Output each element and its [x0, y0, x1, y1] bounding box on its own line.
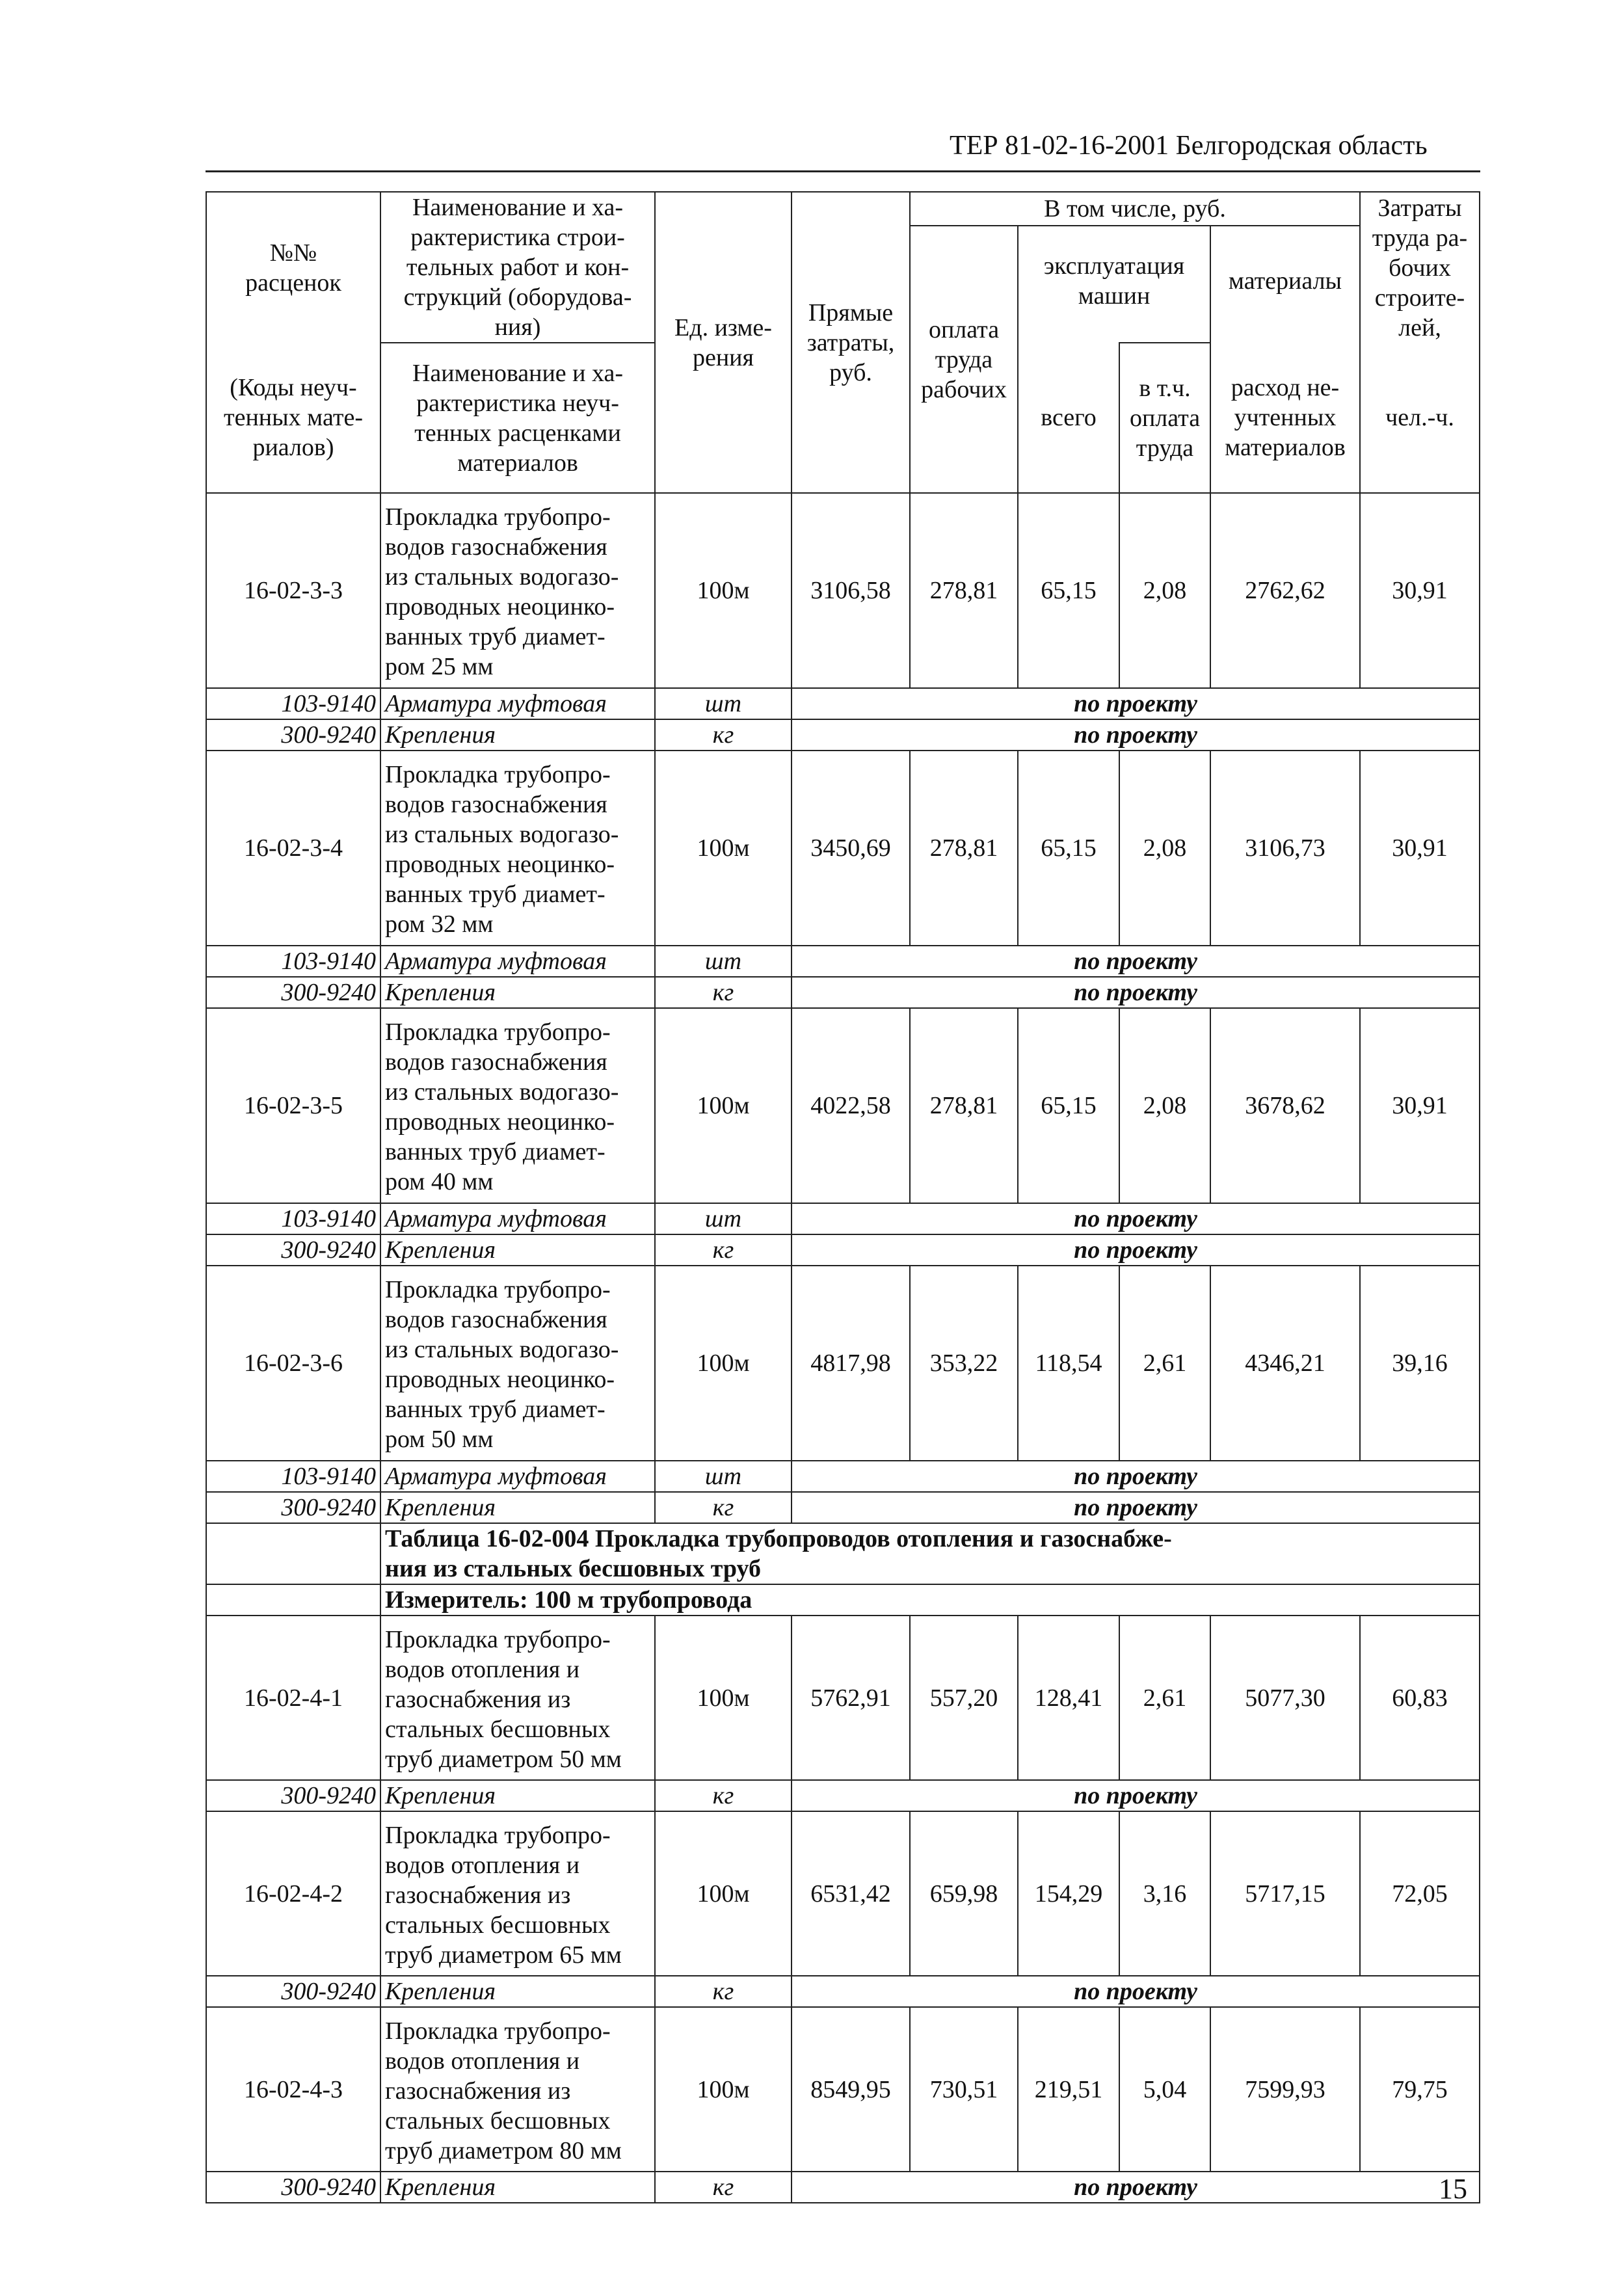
materials-spacer [1210, 336, 1360, 343]
material-note: по проекту [792, 1492, 1480, 1523]
machine-labor-pay: 2,61 [1119, 1616, 1210, 1780]
unaccounted-material-row [206, 719, 1480, 751]
material-unit: кг [655, 1234, 792, 1266]
material-name: Крепления [380, 977, 655, 1008]
rate-code: 16-02-3-6 [206, 1266, 380, 1461]
unaccounted-material-row [206, 1234, 1480, 1266]
rate-name: Прокладка трубопро- водов газоснабжения из стальных водогазо- проводных неоцинко- ванных труб диамет- ром 32 мм [380, 751, 655, 946]
rates-table [206, 191, 1480, 2203]
labor-pay: 730,51 [910, 2007, 1018, 2172]
unaccounted-material-row [206, 1976, 1480, 2007]
material-unit: кг [655, 1780, 792, 1811]
rate-name: Прокладка трубопро- водов газоснабжения из стальных водогазо- проводных неоцинко- ванных труб диамет- ром 50 мм [380, 1266, 655, 1461]
col-code-sub-header: (Коды неуч- тенных мате- риалов) [206, 343, 380, 493]
material-name: Арматура муфтовая [380, 946, 655, 977]
material-code: 300-9240 [206, 977, 380, 1008]
col-incl-header: В том числе, руб. [910, 192, 1360, 226]
rate-name: Прокладка трубопро- водов отопления и газоснабжения из стальных бесшовных труб диаметром 65 мм [380, 1811, 655, 1976]
machine-labor-pay: 2,08 [1119, 751, 1210, 946]
labor-hours: 30,91 [1360, 751, 1480, 946]
col-labor-pay-header: оплата труда рабочих [910, 226, 1018, 493]
labor-pay: 353,22 [910, 1266, 1018, 1461]
labor-hours: 30,91 [1360, 1008, 1480, 1203]
page-number: 15 [1439, 2173, 1467, 2205]
material-code: 300-9240 [206, 1234, 380, 1266]
rate-code: 16-02-3-5 [206, 1008, 380, 1203]
machine-labor-pay: 3,16 [1119, 1811, 1210, 1976]
rate-row [206, 1616, 1480, 1780]
rate-code: 16-02-3-4 [206, 751, 380, 946]
materials-cost: 7599,93 [1210, 2007, 1360, 2172]
direct-cost: 4817,98 [792, 1266, 910, 1461]
labor-pay: 557,20 [910, 1616, 1018, 1780]
rate-name: Прокладка трубопро- водов отопления и газоснабжения из стальных бесшовных труб диаметром 80 мм [380, 2007, 655, 2172]
unaccounted-material-row [206, 977, 1480, 1008]
rate-row [206, 1266, 1480, 1461]
material-note: по проекту [792, 2172, 1480, 2203]
material-unit: кг [655, 1976, 792, 2007]
material-name: Арматура муфтовая [380, 688, 655, 719]
material-code: 103-9140 [206, 1203, 380, 1234]
rate-row [206, 751, 1480, 946]
machine-cost: 118,54 [1018, 1266, 1119, 1461]
col-machines-header: эксплуатация машин [1018, 226, 1210, 336]
direct-cost: 3450,69 [792, 751, 910, 946]
rate-row [206, 493, 1480, 688]
measure-row [206, 1584, 1480, 1616]
material-name: Крепления [380, 1492, 655, 1523]
material-unit: кг [655, 977, 792, 1008]
material-code: 300-9240 [206, 1492, 380, 1523]
unaccounted-material-row [206, 946, 1480, 977]
unaccounted-material-row [206, 1492, 1480, 1523]
machines-spacer [1018, 336, 1210, 343]
material-unit: кг [655, 719, 792, 751]
labor-hours: 79,75 [1360, 2007, 1480, 2172]
material-note: по проекту [792, 946, 1480, 977]
rate-code: 16-02-4-3 [206, 2007, 380, 2172]
material-unit: кг [655, 1492, 792, 1523]
rate-row [206, 2007, 1480, 2172]
header-row-1 [206, 192, 1480, 226]
col-direct-header: Прямые затраты, руб. [792, 192, 910, 493]
material-note: по проекту [792, 688, 1480, 719]
material-unit: кг [655, 2172, 792, 2203]
machine-cost: 219,51 [1018, 2007, 1119, 2172]
machine-cost: 65,15 [1018, 493, 1119, 688]
labor-hours: 60,83 [1360, 1616, 1480, 1780]
material-unit: шт [655, 946, 792, 977]
col-name-header: Наименование и ха- рактеристика строи- тельных работ и кон- струкций (оборудова- ния) [380, 192, 655, 343]
material-name: Арматура муфтовая [380, 1203, 655, 1234]
rate-name: Прокладка трубопро- водов отопления и газоснабжения из стальных бесшовных труб диаметром 50 мм [380, 1616, 655, 1780]
material-name: Крепления [380, 719, 655, 751]
rate-code: 16-02-3-3 [206, 493, 380, 688]
direct-cost: 8549,95 [792, 2007, 910, 2172]
direct-cost: 6531,42 [792, 1811, 910, 1976]
material-code: 300-9240 [206, 2172, 380, 2203]
col-total-header: всего [1018, 343, 1119, 493]
labor-hours: 30,91 [1360, 493, 1480, 688]
machine-cost: 65,15 [1018, 1008, 1119, 1203]
unaccounted-material-row [206, 2172, 1480, 2203]
material-note: по проекту [792, 977, 1480, 1008]
materials-cost: 5077,30 [1210, 1616, 1360, 1780]
machine-labor-pay: 2,08 [1119, 493, 1210, 688]
materials-cost: 5717,15 [1210, 1811, 1360, 1976]
material-name: Крепления [380, 1234, 655, 1266]
col-materials-header: материалы [1210, 226, 1360, 336]
materials-cost: 3678,62 [1210, 1008, 1360, 1203]
col-name-sub-header: Наименование и ха- рактеристика неуч- тенных расценками материалов [380, 343, 655, 493]
material-code: 300-9240 [206, 719, 380, 751]
material-name: Крепления [380, 1780, 655, 1811]
material-unit: шт [655, 1461, 792, 1492]
col-incl-pay-header: в т.ч. оплата труда [1119, 343, 1210, 493]
header-rule [206, 170, 1480, 172]
unaccounted-material-row [206, 1461, 1480, 1492]
material-code: 300-9240 [206, 1976, 380, 2007]
material-note: по проекту [792, 1234, 1480, 1266]
machine-cost: 65,15 [1018, 751, 1119, 946]
material-note: по проекту [792, 1780, 1480, 1811]
materials-cost: 2762,62 [1210, 493, 1360, 688]
page-header: ТЕР 81-02-16-2001 Белгородская область [950, 131, 1428, 161]
material-note: по проекту [792, 1976, 1480, 2007]
direct-cost: 4022,58 [792, 1008, 910, 1203]
rate-row [206, 1008, 1480, 1203]
material-unit: шт [655, 688, 792, 719]
labor-pay: 278,81 [910, 751, 1018, 946]
labor-hours: 72,05 [1360, 1811, 1480, 1976]
labor-pay: 278,81 [910, 1008, 1018, 1203]
col-code-header: №№ расценок [206, 192, 380, 343]
unit: 100м [655, 1616, 792, 1780]
machine-labor-pay: 5,04 [1119, 2007, 1210, 2172]
rate-name: Прокладка трубопро- водов газоснабжения из стальных водогазо- проводных неоцинко- ванных труб диамет- ром 40 мм [380, 1008, 655, 1203]
table-title-row [206, 1523, 1480, 1584]
material-note: по проекту [792, 719, 1480, 751]
material-name: Крепления [380, 2172, 655, 2203]
table-title: Таблица 16-02-004 Прокладка трубопроводов отопления и газоснабже- ния из стальных бесшовных труб [380, 1523, 1480, 1584]
material-note: по проекту [792, 1461, 1480, 1492]
materials-cost: 3106,73 [1210, 751, 1360, 946]
unit: 100м [655, 1811, 792, 1976]
material-code: 103-9140 [206, 1461, 380, 1492]
direct-cost: 5762,91 [792, 1616, 910, 1780]
material-name: Крепления [380, 1976, 655, 2007]
material-name: Арматура муфтовая [380, 1461, 655, 1492]
material-unit: шт [655, 1203, 792, 1234]
rate-row [206, 1811, 1480, 1976]
unit: 100м [655, 751, 792, 946]
unaccounted-material-row [206, 1203, 1480, 1234]
machine-labor-pay: 2,61 [1119, 1266, 1210, 1461]
machine-labor-pay: 2,08 [1119, 1008, 1210, 1203]
materials-cost: 4346,21 [1210, 1266, 1360, 1461]
material-note: по проекту [792, 1203, 1480, 1234]
unit: 100м [655, 493, 792, 688]
unit: 100м [655, 2007, 792, 2172]
rate-code: 16-02-4-2 [206, 1811, 380, 1976]
table-measure: Измеритель: 100 м трубопровода [380, 1584, 1480, 1616]
rate-code: 16-02-4-1 [206, 1616, 380, 1780]
unit: 100м [655, 1266, 792, 1461]
col-unacc-header: расход не- учтенных материалов [1210, 343, 1360, 493]
labor-hours: 39,16 [1360, 1266, 1480, 1461]
labor-pay: 659,98 [910, 1811, 1018, 1976]
unaccounted-material-row [206, 688, 1480, 719]
labor-pay: 278,81 [910, 493, 1018, 688]
col-unit-header: Ед. изме- рения [655, 192, 792, 493]
unit: 100м [655, 1008, 792, 1203]
material-code: 103-9140 [206, 688, 380, 719]
unaccounted-material-row [206, 1780, 1480, 1811]
measure-spacer [206, 1584, 380, 1616]
col-labor-unit-header: чел.-ч. [1360, 343, 1480, 493]
machine-cost: 154,29 [1018, 1811, 1119, 1976]
col-labor-header: Затраты труда ра- бочих строите- лей, [1360, 192, 1480, 343]
rate-name: Прокладка трубопро- водов газоснабжения из стальных водогазо- проводных неоцинко- ванных труб диамет- ром 25 мм [380, 493, 655, 688]
machine-cost: 128,41 [1018, 1616, 1119, 1780]
title-spacer [206, 1523, 380, 1584]
material-code: 300-9240 [206, 1780, 380, 1811]
direct-cost: 3106,58 [792, 493, 910, 688]
material-code: 103-9140 [206, 946, 380, 977]
